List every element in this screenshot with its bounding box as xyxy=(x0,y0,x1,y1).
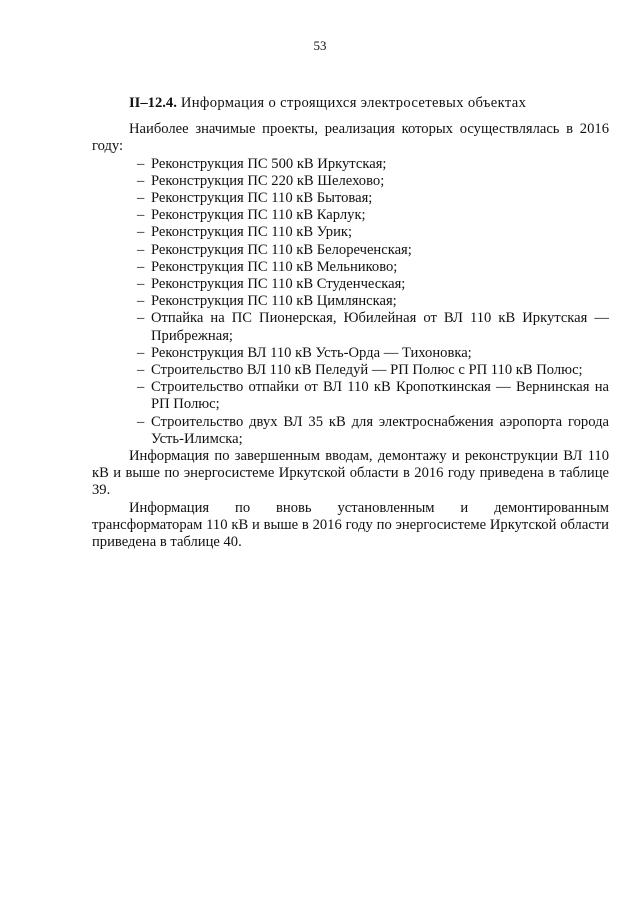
list-item-text: Реконструкция ПС 500 кВ Иркутская; xyxy=(151,155,387,172)
list-item-text: Реконструкция ПС 110 кВ Мельниково; xyxy=(151,258,398,275)
section-number: II–12.4. xyxy=(129,95,177,111)
intro-paragraph: Наиболее значимые проекты, реализация которых осуществлялась в 2016 году: xyxy=(92,121,609,155)
list-dash: – xyxy=(137,190,145,207)
list-dash: – xyxy=(137,293,145,310)
list-item xyxy=(92,156,609,173)
list-item xyxy=(92,362,609,379)
completed-works-paragraph: Информация по завершенным вводам, демонтажу и реконструкции ВЛ 110 кВ и выше по энергосистеме Иркутской области в 2016 году приведена в таблице 39. xyxy=(92,448,609,499)
list-item-text: Реконструкция ПС 110 кВ Белореченская; xyxy=(151,241,412,258)
list-item-text: Реконструкция ПС 110 кВ Карлук; xyxy=(151,207,366,224)
section-title: Информация о строящихся электросетевых объектах xyxy=(180,95,527,111)
list-item xyxy=(92,379,609,413)
list-item-text: Строительство ВЛ 110 кВ Пеледуй — РП Полюс с РП 110 кВ Полюс; xyxy=(151,362,583,379)
list-dash: – xyxy=(137,258,145,275)
list-item-text: Реконструкция ПС 110 кВ Цимлянская; xyxy=(151,293,397,310)
list-item xyxy=(92,345,609,362)
list-dash: – xyxy=(137,413,145,430)
projects-list xyxy=(92,156,609,448)
list-item xyxy=(92,414,609,448)
list-dash: – xyxy=(137,344,145,361)
list-dash: – xyxy=(137,155,145,172)
list-item xyxy=(92,293,609,310)
list-item xyxy=(92,276,609,293)
list-dash: – xyxy=(137,362,145,379)
document-body xyxy=(92,95,609,551)
list-dash: – xyxy=(137,207,145,224)
list-item-text: Строительство двух ВЛ 35 кВ для электроснабжения аэропорта города Усть-Илимска; xyxy=(151,413,609,447)
list-item-text: Реконструкция ПС 110 кВ Бытовая; xyxy=(151,190,373,207)
list-item xyxy=(92,310,609,344)
section-heading xyxy=(129,95,609,112)
list-item-text: Реконструкция ПС 110 кВ Студенческая; xyxy=(151,276,406,293)
transformers-paragraph: Информация по вновь установленным и демонтированным трансформаторам 110 кВ и выше в 2016 году по энергосистеме Иркутской области приведена в таблице 40. xyxy=(92,499,609,551)
list-item-text: Строительство отпайки от ВЛ 110 кВ Кропоткинская — Вернинская на РП Полюс; xyxy=(151,379,609,413)
list-item-text: Реконструкция ВЛ 110 кВ Усть-Орда — Тихоновка; xyxy=(151,344,472,361)
list-item xyxy=(92,242,609,259)
list-dash: – xyxy=(137,172,145,189)
list-item xyxy=(92,259,609,276)
list-dash: – xyxy=(137,310,145,327)
page-number: 53 xyxy=(313,38,327,53)
list-item xyxy=(92,207,609,224)
list-item xyxy=(92,224,609,241)
list-item-text: Реконструкция ПС 220 кВ Шелехово; xyxy=(151,172,385,189)
list-dash: – xyxy=(137,379,145,396)
list-item xyxy=(92,173,609,190)
list-dash: – xyxy=(137,276,145,293)
list-item xyxy=(92,190,609,207)
list-item-text: Отпайка на ПС Пионерская, Юбилейная от ВЛ 110 кВ Иркутская — Прибрежная; xyxy=(151,310,609,344)
list-item-text: Реконструкция ПС 110 кВ Урик; xyxy=(151,224,353,241)
list-dash: – xyxy=(137,224,145,241)
list-dash: – xyxy=(137,241,145,258)
